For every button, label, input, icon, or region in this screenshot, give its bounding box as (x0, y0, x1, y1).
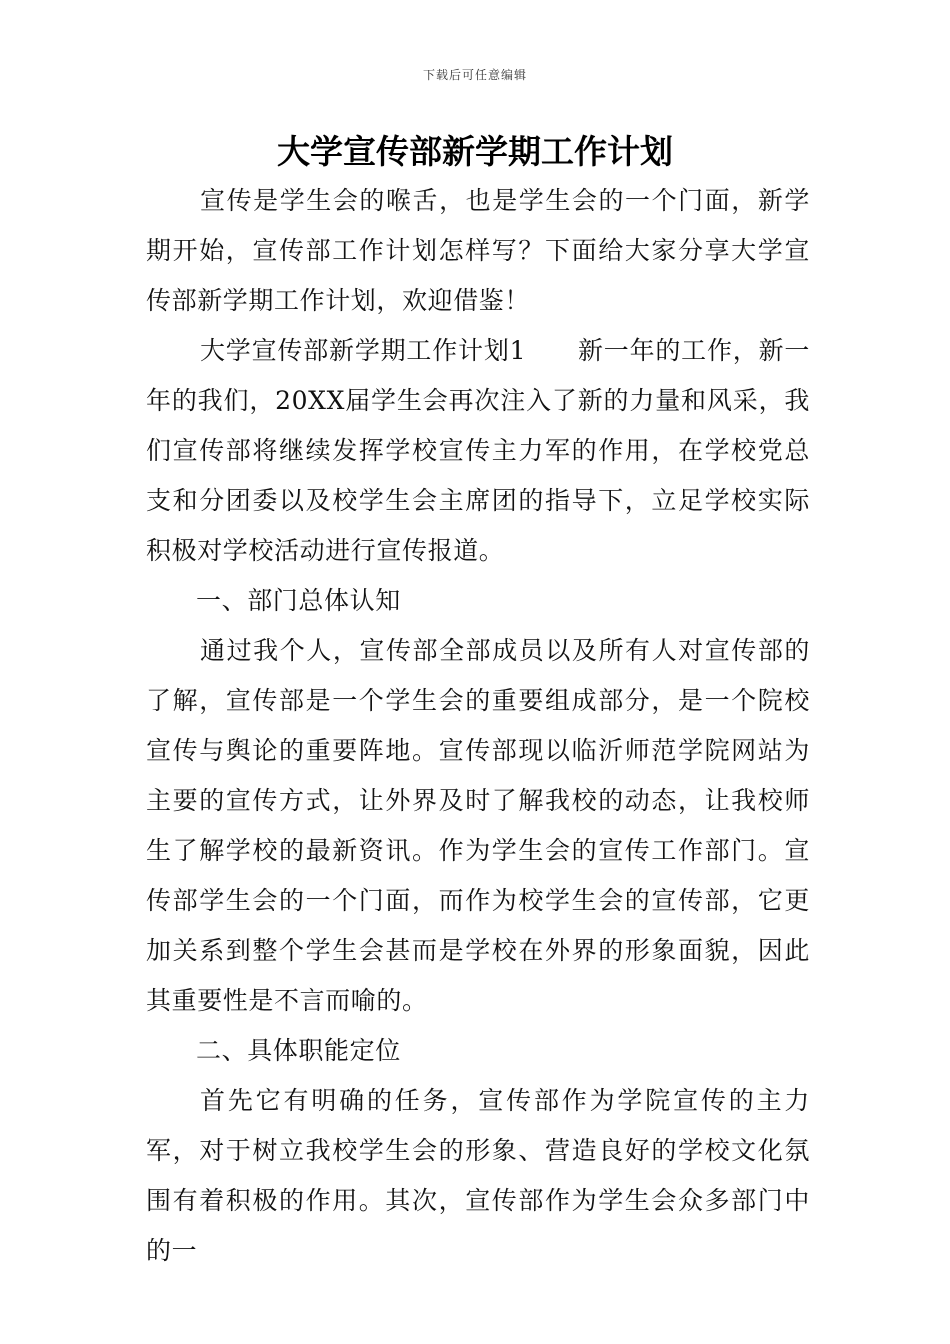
plan-paragraph: 大学宣传部新学期工作计划1 新一年的工作，新一年的我们，20XX届学生会再次注入了新的力量和风采，我们宣传部将继续发挥学校宣传主力军的作用，在学校党总支和分团委以及校学生会主席团的指导下，立足学校实际积极对学校活动进行宣传报道。 (146, 336, 810, 565)
section-heading-2: 二、具体职能定位 (196, 1036, 401, 1065)
document-body (146, 176, 810, 1276)
header-note: 下载后可任意编辑 (422, 68, 527, 82)
section-paragraph-1: 通过我个人，宣传部全部成员以及所有人对宣传部的了解，宣传部是一个学生会的重要组成部分，是一个院校宣传与舆论的重要阵地。宣传部现以临沂师范学院网站为主要的宣传方式，让外界及时了解我校的动态，让我校师生了解学校的最新资讯。作为学生会的宣传工作部门。宣传部学生会的一个门面，而作为校学生会的宣传部，它更加关系到整个学生会甚而是学校在外界的形象面貌，因此其重要性是不言而喻的。 (146, 636, 810, 1015)
section-paragraph-2: 首先它有明确的任务，宣传部作为学院宣传的主力军，对于树立我校学生会的形象、营造良好的学校文化氛围有着积极的作用。其次，宣传部作为学生会众多部门中的一 (146, 1086, 810, 1265)
intro-paragraph: 宣传是学生会的喉舌，也是学生会的一个门面，新学期开始，宣传部工作计划怎样写？下面给大家分享大学宣传部新学期工作计划，欢迎借鉴！ (146, 186, 810, 315)
section-heading-1: 一、部门总体认知 (196, 586, 401, 615)
document-title: 大学宣传部新学期工作计划 (277, 132, 673, 171)
